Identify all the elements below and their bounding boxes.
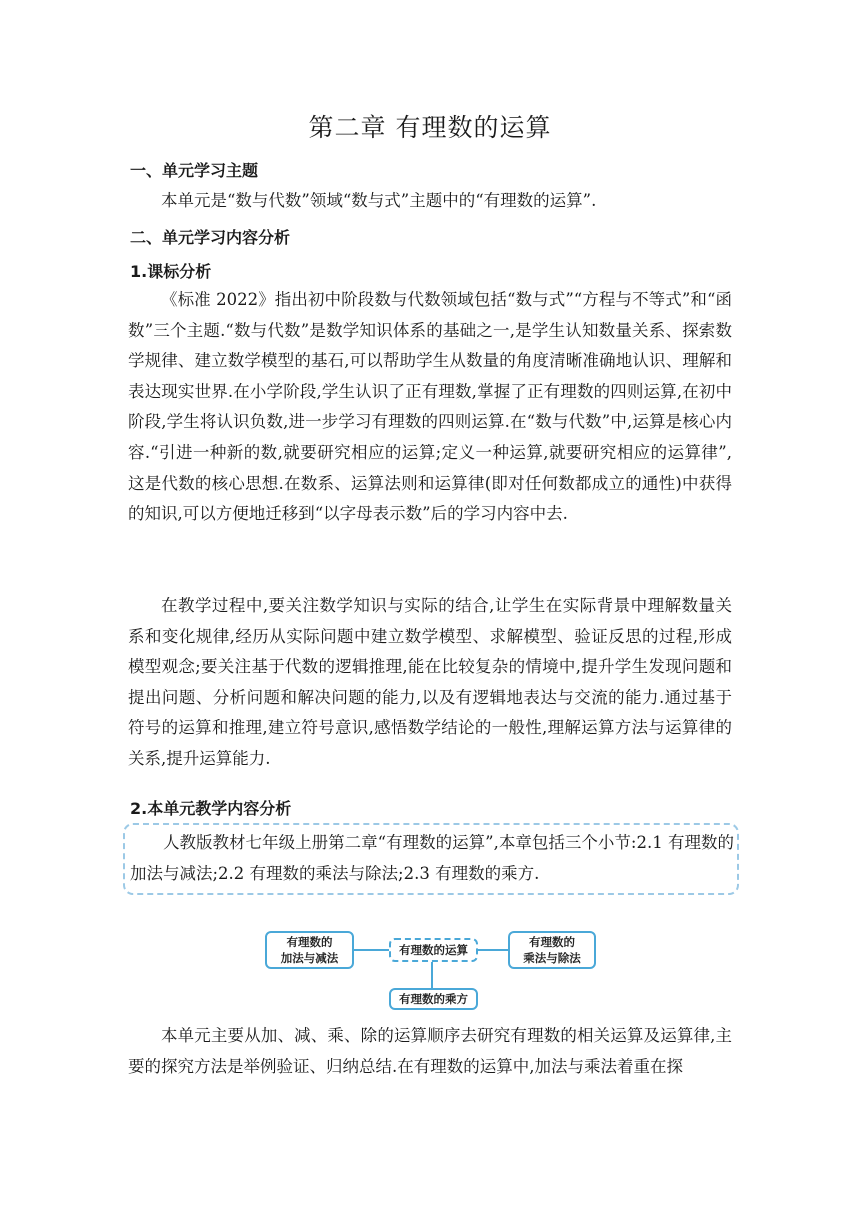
standards-paragraph-1: 《标准 2022》指出初中阶段数与代数领域包括“数与式”“方程与不等式”和“函数”三个主题.“数与代数”是数学知识体系的基础之一,是学生认知数量关系、探索数学规律、建立数学模型的基石,可以帮助学生从数量的角度清晰准确地认识、理解和表达现实世界.在小学阶段,学生认识了正有理数,掌握了正有理数的四则运算,在初中阶段,学生将认识负数,进一步学习有理数的四则运算.在“数与代数”中,运算是核心内容.“引进一种新的数,就要研究相应的运算;定义一种运算,就要研究相应的运算律”,这是代数的核心思想.在数系、运算法则和运算律(即对任何数都成立的通性)中获得的知识,可以方便地迁移到“以字母表示数”后的学习内容中去. bbox=[128, 290, 732, 524]
node-multiplication-division: 有理数的 乘法与除法 bbox=[508, 931, 596, 969]
chapter-structure-diagram bbox=[0, 920, 860, 1020]
content-summary-box bbox=[123, 823, 739, 895]
subsection-heading-standards: 1.课标分析 bbox=[130, 262, 212, 281]
content-summary-text: 人教版教材七年级上册第二章“有理数的运算”,本章包括三个小节:2.1 有理数的加法与减法;2.2 有理数的乘法与除法;2.3 有理数的乘方. bbox=[130, 833, 734, 883]
node-rational-operations: 有理数的运算 bbox=[389, 938, 478, 962]
node-addition-subtraction: 有理数的 加法与减法 bbox=[265, 931, 354, 969]
section-1-text: 本单元是“数与代数”领域“数与式”主题中的“有理数的运算”. bbox=[161, 191, 597, 210]
chapter-title: 第二章 有理数的运算 bbox=[308, 113, 552, 142]
node-powers: 有理数的乘方 bbox=[389, 988, 478, 1010]
subsection-heading-content: 2.本单元教学内容分析 bbox=[130, 799, 292, 818]
section-heading-1: 一、单元学习主题 bbox=[130, 161, 259, 180]
section-heading-2: 二、单元学习内容分析 bbox=[130, 228, 291, 247]
standards-paragraph-2: 在教学过程中,要关注数学知识与实际的结合,让学生在实际背景中理解数量关系和变化规律,经历从实际问题中建立数学模型、求解模型、验证反思的过程,形成模型观念;要关注基于代数的逻辑推理,能在比较复杂的情境中,提升学生发现问题和提出问题、分析问题和解决问题的能力,以及有逻辑地表达与交流的能力.通过基于符号的运算和推理,建立符号意识,感悟数学结论的一般性,理解运算方法与运算律的关系,提升运算能力. bbox=[128, 596, 732, 768]
content-paragraph-2: 本单元主要从加、减、乘、除的运算顺序去研究有理数的相关运算及运算律,主要的探究方法是举例验证、归纳总结.在有理数的运算中,加法与乘法着重在探 bbox=[128, 1026, 732, 1076]
